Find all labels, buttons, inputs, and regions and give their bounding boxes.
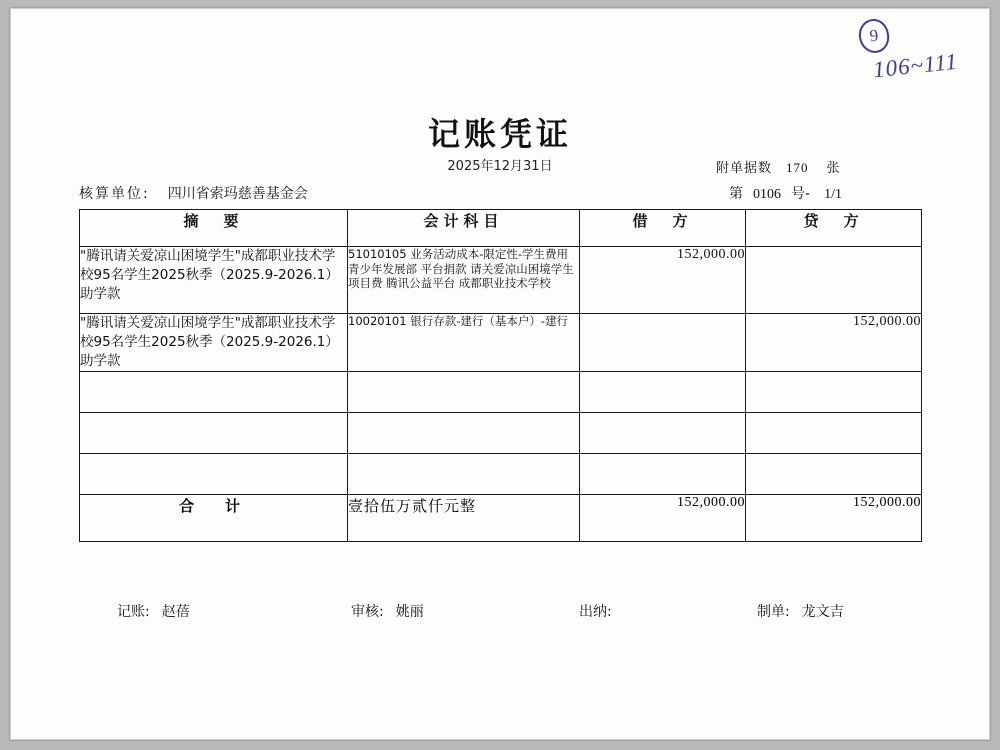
cell-account	[348, 413, 580, 454]
cell-abstract: "腾讯请关爱凉山困境学生"成都职业技术学校95名学生2025秋季（2025.9-2026.1）助学款	[80, 247, 348, 314]
column-header-account: 会计科目	[348, 210, 580, 247]
auditor-label: 审核:	[351, 604, 384, 620]
bookkeeper-label: 记账:	[117, 604, 150, 620]
table-row	[80, 413, 922, 454]
signature-auditor	[351, 601, 424, 621]
auditor-name: 姚丽	[395, 604, 424, 620]
cell-abstract	[80, 372, 348, 413]
cell-account	[348, 372, 580, 413]
page-title: 记账凭证	[427, 115, 572, 153]
total-credit: 152,000.00	[746, 495, 922, 542]
voucher-number-label: 第	[729, 186, 743, 202]
preparer-label: 制单:	[757, 604, 790, 620]
handwritten-circled-number: 9	[857, 17, 891, 55]
table-header-row	[80, 210, 922, 247]
voucher-number-value: 0106	[753, 187, 781, 202]
attachment-unit: 张	[826, 161, 841, 176]
cell-debit	[580, 314, 746, 372]
cell-credit	[746, 454, 922, 495]
voucher-page	[10, 8, 990, 740]
cell-abstract: "腾讯请关爱凉山困境学生"成都职业技术学校95名学生2025秋季（2025.9-2026.1）助学款	[80, 314, 348, 372]
cell-account: 10020101 银行存款-建行（基本户）-建行	[348, 314, 580, 372]
preparer-name: 龙文吉	[801, 604, 844, 620]
cell-credit	[746, 413, 922, 454]
accounting-unit-row	[79, 183, 308, 203]
cell-credit: 152,000.00	[746, 314, 922, 372]
cell-debit	[580, 413, 746, 454]
voucher-number-suffix: 号-	[791, 186, 811, 202]
cell-abstract	[80, 413, 348, 454]
total-debit: 152,000.00	[580, 495, 746, 542]
signature-preparer	[757, 601, 844, 621]
column-header-debit: 借 方	[580, 210, 746, 247]
signature-bookkeeper	[117, 601, 190, 621]
voucher-number-row	[729, 183, 842, 203]
cell-debit: 152,000.00	[580, 247, 746, 314]
attachment-count-row	[716, 157, 841, 176]
voucher-date: 2025年12月31日	[447, 159, 553, 174]
table-row	[80, 454, 922, 495]
attachment-count: 170	[786, 160, 809, 175]
table-row	[80, 314, 922, 372]
column-header-credit: 贷 方	[746, 210, 922, 247]
signature-cashier	[579, 601, 624, 621]
voucher-table	[79, 209, 922, 542]
accounting-unit-label: 核算单位:	[79, 186, 150, 202]
cell-credit	[746, 372, 922, 413]
attachment-label: 附单据数	[716, 161, 773, 176]
cell-account: 51010105 业务活动成本-限定性-学生费用 青少年发展部 平台捐款 请关爱凉山困境学生 项目费 腾讯公益平台 成都职业技术学校	[348, 247, 580, 314]
voucher-page-of: 1/1	[824, 187, 842, 202]
cell-credit	[746, 247, 922, 314]
cell-account	[348, 454, 580, 495]
cashier-label: 出纳:	[579, 604, 612, 620]
cell-debit	[580, 372, 746, 413]
table-row	[80, 247, 922, 314]
signature-row	[79, 601, 921, 625]
handwritten-page-range: 106~111	[871, 48, 960, 83]
cell-abstract	[80, 454, 348, 495]
total-amount-in-words: 壹拾伍万贰仟元整	[348, 495, 580, 542]
total-label: 合 计	[80, 495, 348, 542]
bookkeeper-name: 赵蓓	[161, 604, 190, 620]
cell-debit	[580, 454, 746, 495]
table-row	[80, 372, 922, 413]
table-total-row	[80, 495, 922, 542]
column-header-abstract: 摘 要	[80, 210, 348, 247]
accounting-unit-value: 四川省索玛慈善基金会	[167, 186, 308, 202]
